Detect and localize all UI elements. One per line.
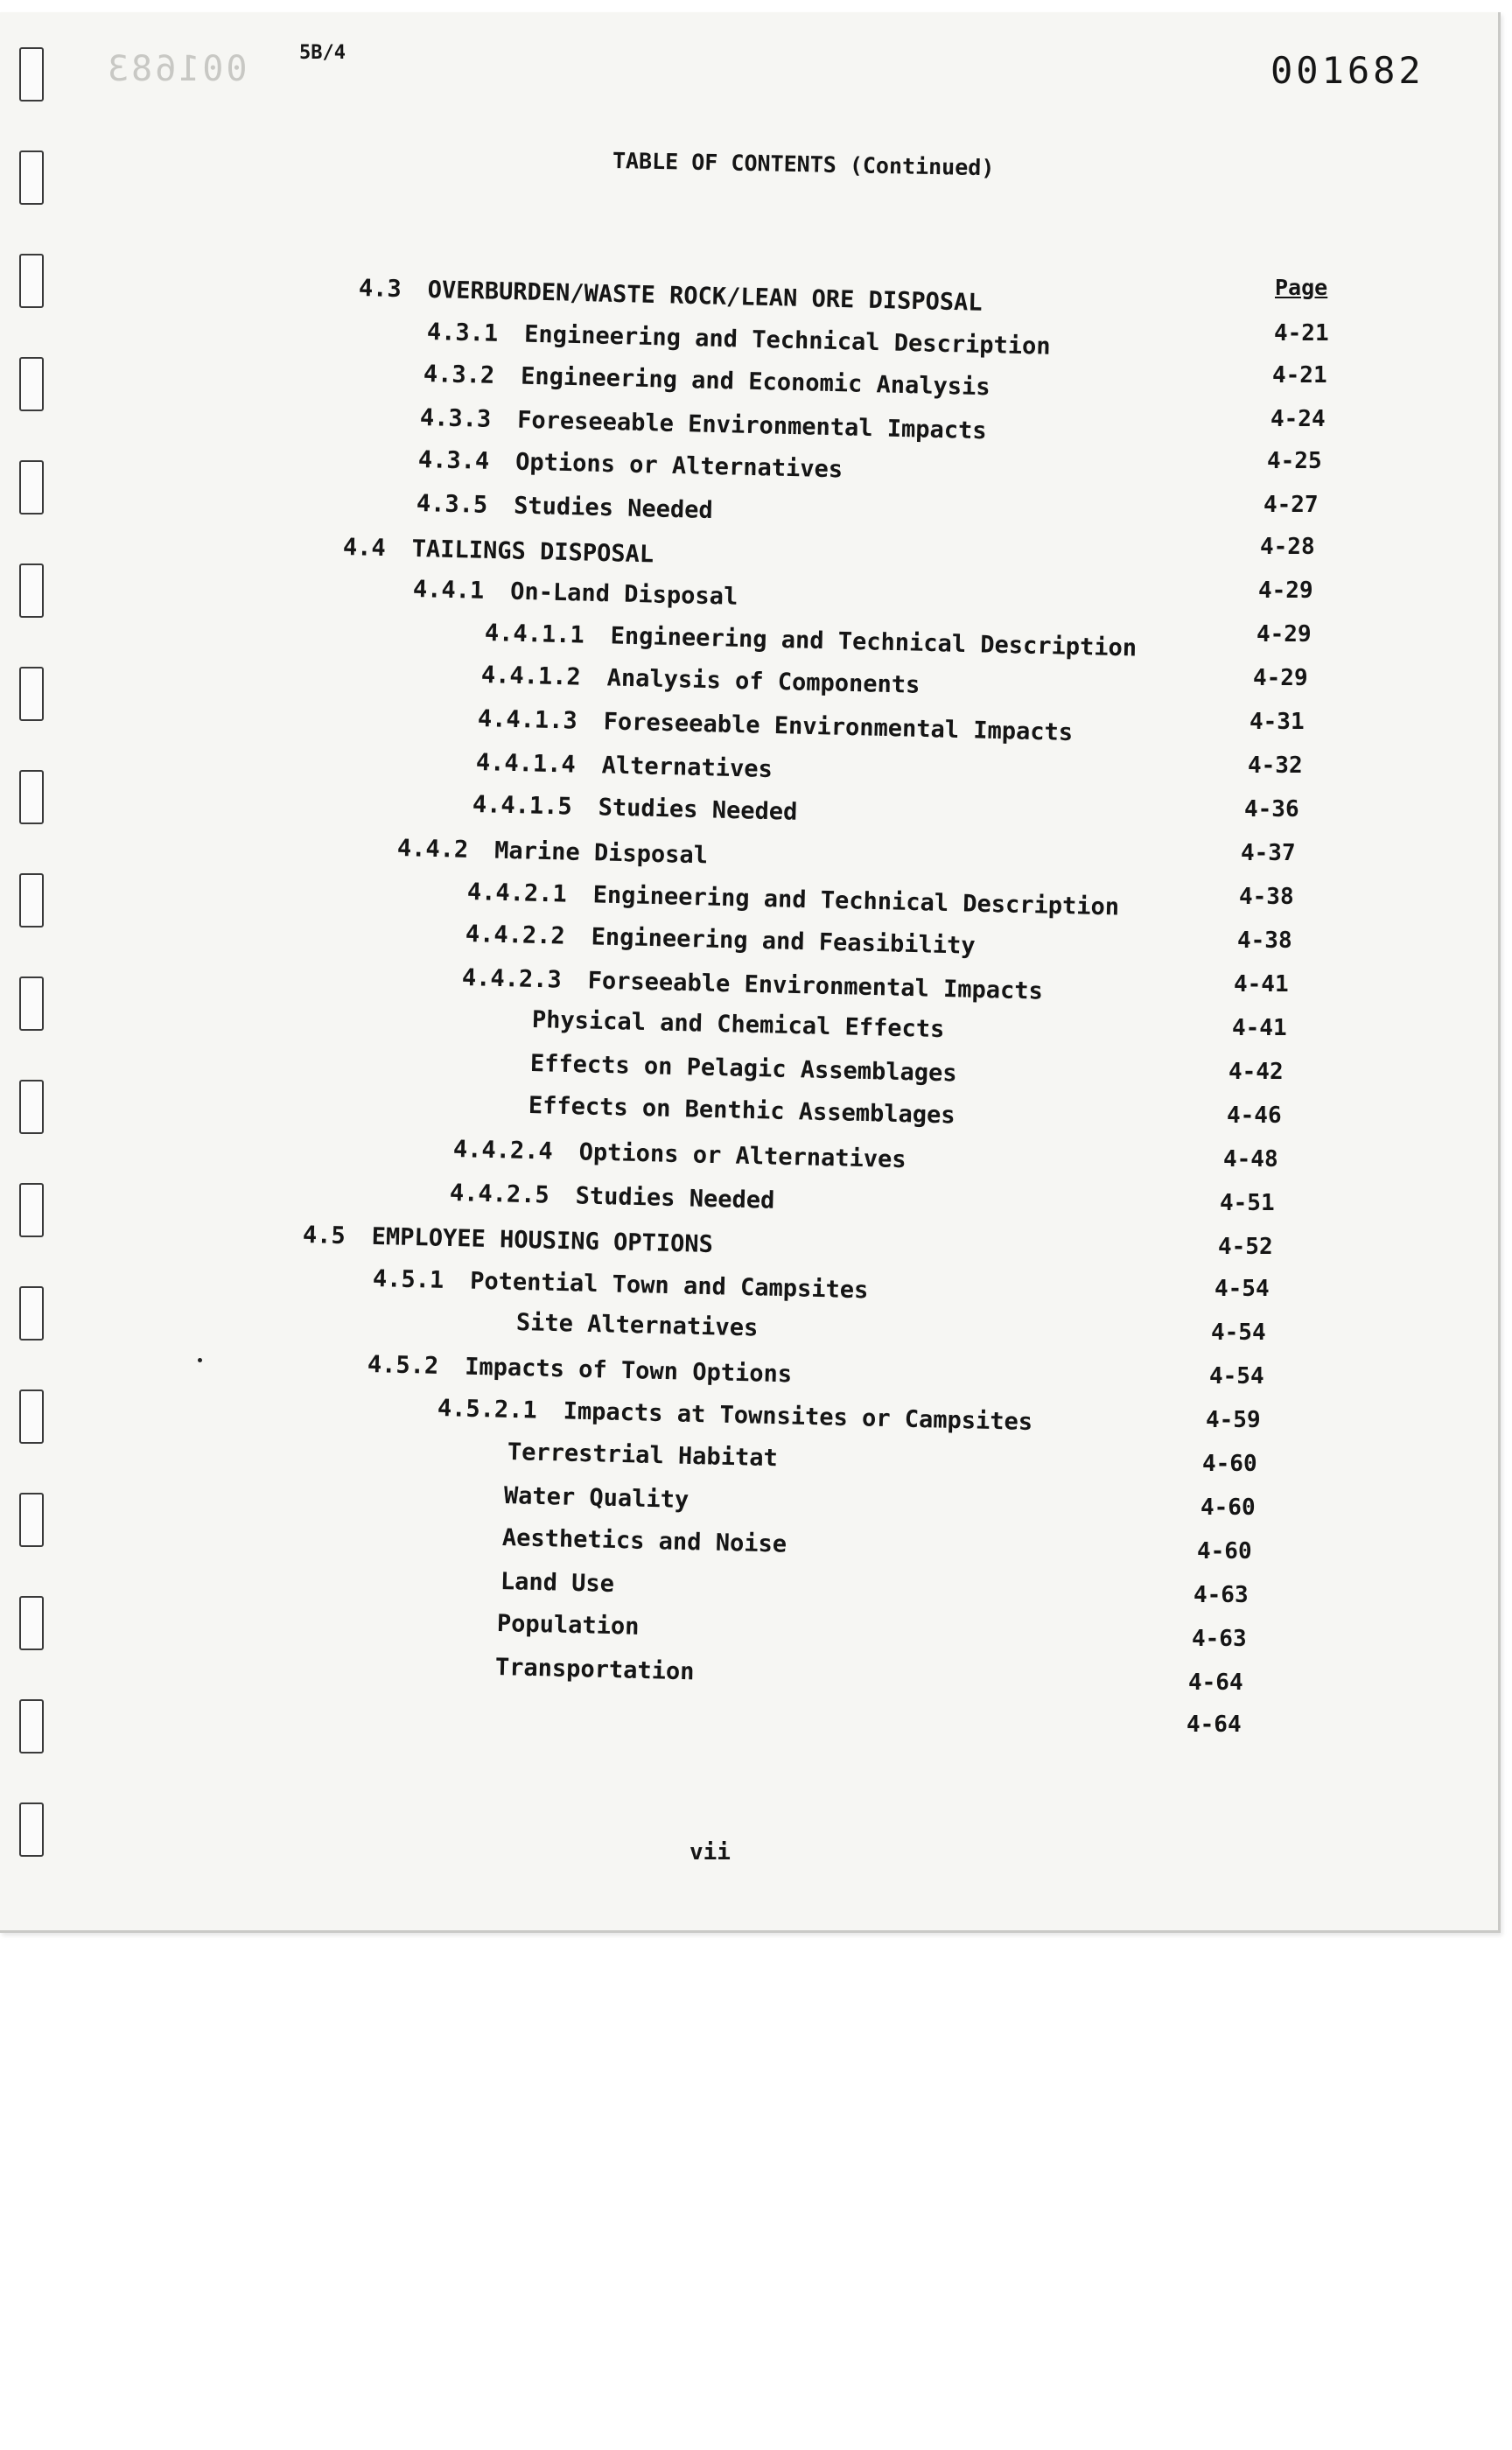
toc-page-number: 4-64 <box>1186 1712 1242 1738</box>
binder-holes <box>19 47 46 1902</box>
toc-entry <box>416 490 713 524</box>
binder-hole <box>19 873 44 928</box>
binder-hole <box>19 1699 44 1754</box>
toc-entry-number: 4.4.2.2 <box>465 920 566 950</box>
toc-entry-title: Analysis of Components <box>606 664 920 699</box>
toc-entry <box>359 275 983 317</box>
binder-hole <box>19 1080 44 1134</box>
document-number: 001682 <box>1270 49 1424 92</box>
toc-entry-title: TAILINGS DISPOSAL <box>411 535 654 569</box>
toc-entry <box>495 1654 695 1685</box>
toc-entry-number: 4.4.2.4 <box>452 1136 554 1166</box>
toc-entry <box>373 1265 869 1304</box>
toc-page-number: 4-60 <box>1197 1538 1252 1564</box>
toc-page-number: 4-60 <box>1202 1451 1257 1477</box>
toc-page-number: 4-38 <box>1239 884 1294 910</box>
toc-entry-number: 4.4.2.1 <box>466 878 568 908</box>
reference-code: 5B/4 <box>299 42 346 64</box>
toc-entry-title: Foreseeable Environmental Impacts <box>603 708 1074 747</box>
toc-entry <box>516 1309 759 1342</box>
toc-page-number: 4-21 <box>1272 362 1327 388</box>
toc-entry-title: Engineering and Technical Description <box>610 622 1138 662</box>
toc-page-number: 4-21 <box>1274 320 1329 346</box>
toc-entry-title: OVERBURDEN/WASTE ROCK/LEAN ORE DISPOSAL <box>427 276 983 317</box>
page-footer-number: vii <box>690 1839 731 1866</box>
toc-entry-title: Water Quality <box>503 1482 690 1514</box>
toc-entry-number: 4.4.1.2 <box>480 662 582 691</box>
toc-entry-number: 4.3.1 <box>426 318 499 347</box>
toc-entry-number: 4.5.2 <box>367 1351 439 1380</box>
toc-page-number: 4-25 <box>1267 448 1322 474</box>
toc-page-number: 4-48 <box>1223 1146 1278 1172</box>
toc-entry <box>478 705 1074 746</box>
toc-entry <box>504 1482 690 1514</box>
binder-hole <box>19 1183 44 1237</box>
toc-entry-title: Physical and Chemical Effects <box>531 1006 945 1044</box>
toc-entry-title: EMPLOYEE HOUSING OPTIONS <box>371 1222 714 1259</box>
toc-page-number: 4-37 <box>1241 840 1296 866</box>
toc-entry <box>476 749 774 783</box>
binder-hole <box>19 1390 44 1444</box>
toc-page-number: 4-29 <box>1256 621 1312 648</box>
toc-entry <box>500 1568 615 1598</box>
toc-entry-title: Engineering and Economic Analysis <box>520 362 990 402</box>
toc-entry <box>438 1395 1033 1436</box>
toc-entry-title: Impacts of Town Options <box>464 1353 793 1389</box>
binder-hole <box>19 667 44 721</box>
toc-page-number: 4-24 <box>1270 406 1326 432</box>
toc-entry-title: Engineering and Feasibility <box>591 923 976 960</box>
toc-entry <box>502 1524 788 1558</box>
binder-hole <box>19 564 44 618</box>
toc-page-number: 4-52 <box>1218 1234 1273 1260</box>
binder-hole <box>19 1493 44 1547</box>
binder-hole <box>19 976 44 1031</box>
toc-entry-title: Foreseeable Environmental Impacts <box>516 406 987 445</box>
document-page <box>0 12 1501 1933</box>
toc-entry <box>413 576 738 611</box>
toc-page-number: 4-64 <box>1188 1670 1243 1696</box>
toc-entry-title: Population <box>496 1610 640 1641</box>
toc-entry-number: 4.4.1.4 <box>475 749 577 779</box>
toc-entry <box>397 835 709 869</box>
toc-entry <box>532 1006 945 1043</box>
toc-entry <box>450 1180 775 1214</box>
toc-entry <box>462 964 1044 1005</box>
binder-hole <box>19 1802 44 1857</box>
toc-entry <box>485 620 1138 662</box>
binder-hole <box>19 254 44 308</box>
toc-entry <box>420 404 987 444</box>
toc-entry-number: 4.3.3 <box>419 404 492 433</box>
toc-entry-title: Aesthetics and Noise <box>501 1524 788 1558</box>
toc-entry-number: 4.3.2 <box>423 360 495 389</box>
binder-hole <box>19 770 44 824</box>
toc-page-number: 4-60 <box>1200 1494 1256 1521</box>
toc-entry-title: Marine Disposal <box>494 836 709 870</box>
binder-hole <box>19 47 44 102</box>
toc-page-number: 4-29 <box>1258 578 1313 604</box>
toc-entry-title: Options or Alternatives <box>514 448 844 484</box>
toc-page-number: 4-31 <box>1250 709 1305 735</box>
toc-entry <box>528 1092 956 1129</box>
toc-entry-number: 4.4.2 <box>396 835 469 864</box>
toc-entry-title: Studies Needed <box>575 1182 775 1214</box>
page-column-header: Page <box>1275 275 1328 300</box>
toc-entry-title: Studies Needed <box>513 492 714 524</box>
paper-speck <box>198 1358 202 1362</box>
toc-page-number: 4-32 <box>1248 752 1303 779</box>
toc-entry-title: Impacts at Townsites or Campsites <box>563 1397 1033 1437</box>
toc-entry-number: 4.4.2.5 <box>449 1180 550 1209</box>
toc-page-number: 4-51 <box>1220 1190 1275 1216</box>
toc-entry <box>497 1610 640 1641</box>
toc-entry <box>418 446 844 483</box>
toc-title: TABLE OF CONTENTS (Continued) <box>612 148 995 181</box>
toc-entry <box>472 791 798 826</box>
toc-entry <box>368 1351 793 1388</box>
toc-page-number: 4-54 <box>1211 1320 1266 1346</box>
toc-entry <box>453 1136 906 1173</box>
toc-entry-title: Effects on Benthic Assemblages <box>528 1092 956 1130</box>
binder-hole <box>19 460 44 514</box>
binder-hole <box>19 1286 44 1340</box>
binder-hole <box>19 150 44 205</box>
toc-entry-title: Alternatives <box>601 752 774 783</box>
toc-page-number: 4-41 <box>1232 1015 1287 1041</box>
toc-entry-title: Options or Alternatives <box>578 1138 906 1174</box>
toc-entry <box>424 360 990 401</box>
toc-page-number: 4-63 <box>1194 1582 1249 1608</box>
toc-entry-number: 4.4.2.3 <box>461 964 563 994</box>
toc-page-number: 4-46 <box>1227 1102 1282 1129</box>
toc-entry-title: Terrestrial Habitat <box>507 1438 779 1473</box>
toc-entry-number: 4.4.1.1 <box>484 620 585 649</box>
toc-page-number: 4-42 <box>1228 1059 1284 1085</box>
bleed-through-number: 001683 <box>105 49 248 89</box>
toc-page-number: 4-41 <box>1234 971 1289 998</box>
toc-entry-number: 4.5 <box>302 1222 346 1250</box>
toc-page-number: 4-63 <box>1192 1626 1247 1652</box>
toc-entry-number: 4.3 <box>358 275 402 304</box>
toc-entry-title: Engineering and Technical Description <box>523 320 1051 360</box>
toc-entry-number: 4.4.1.3 <box>477 705 578 735</box>
toc-page-number: 4-54 <box>1209 1363 1264 1390</box>
toc-entry-number: 4.5.2.1 <box>437 1395 538 1424</box>
toc-entry-title: Transportation <box>494 1654 695 1686</box>
toc-entry <box>343 534 654 568</box>
toc-entry-title: Effects on Pelagic Assemblages <box>529 1050 957 1088</box>
toc-entry-title: Potential Town and Campsites <box>469 1267 869 1305</box>
toc-entry-title: Site Alternatives <box>515 1309 759 1342</box>
toc-page-number: 4-38 <box>1237 928 1292 954</box>
toc-page-number: 4-27 <box>1264 492 1319 518</box>
toc-page-number: 4-54 <box>1214 1276 1270 1302</box>
binder-hole <box>19 357 44 411</box>
toc-page-number: 4-29 <box>1253 665 1308 691</box>
toc-entry <box>466 920 976 960</box>
toc-entry-title: Engineering and Technical Description <box>592 881 1120 921</box>
toc-entry-title: On-Land Disposal <box>509 578 738 611</box>
toc-entry-number: 4.4 <box>342 534 387 563</box>
toc-entry-title: Studies Needed <box>598 794 798 826</box>
toc-entry-title: Forseeable Environmental Impacts <box>587 967 1044 1005</box>
toc-entry <box>467 878 1120 921</box>
binder-hole <box>19 1596 44 1650</box>
toc-entry-number: 4.3.5 <box>416 490 488 519</box>
toc-entry-number: 4.3.4 <box>417 446 490 475</box>
toc-page-number: 4-59 <box>1206 1407 1261 1433</box>
toc-page-number: 4-28 <box>1260 534 1315 560</box>
toc-page-number: 4-36 <box>1244 796 1299 822</box>
toc-entry-number: 4.4.1.5 <box>472 791 573 821</box>
toc-entry-number: 4.4.1 <box>412 576 485 605</box>
toc-entry-title: Land Use <box>500 1568 615 1599</box>
toc-entry <box>508 1438 779 1472</box>
toc-entry <box>427 318 1051 360</box>
toc-entry-number: 4.5.1 <box>372 1265 444 1294</box>
toc-entry <box>530 1050 957 1087</box>
toc-entry <box>481 662 920 699</box>
toc-entry <box>303 1222 714 1258</box>
